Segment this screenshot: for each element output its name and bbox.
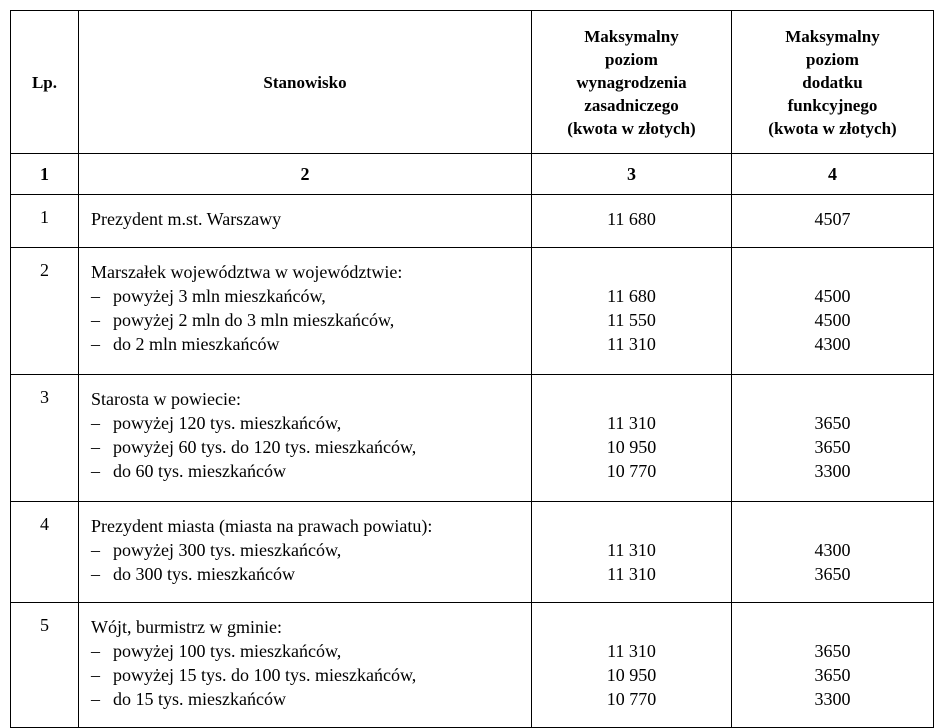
header-wynagrodzenie-line: poziom: [605, 49, 658, 69]
allowance-value: 4500: [814, 310, 851, 330]
table-row: [11, 603, 934, 728]
header-dodatek-line: poziom: [806, 49, 859, 69]
row-salary: [532, 603, 732, 728]
row-lp: 1: [11, 195, 79, 248]
row-allowance: [732, 603, 934, 728]
salary-value: 11 680: [607, 286, 656, 306]
allowance-value: 3300: [814, 689, 851, 709]
salary-value: 11 310: [607, 641, 656, 661]
table-row: [11, 195, 934, 248]
position-subitem: – powyżej 3 mln mieszkańców,: [91, 284, 531, 308]
row-lp: 4: [11, 502, 79, 603]
row-salary: [532, 502, 732, 603]
row-lp: 3: [11, 375, 79, 502]
salary-value: 10 950: [606, 665, 657, 685]
table-row: [11, 375, 934, 502]
position-title: Prezydent m.st. Warszawy: [91, 209, 282, 229]
allowance-value: 4300: [814, 540, 851, 560]
position-subitem: – powyżej 2 mln do 3 mln mieszkańców,: [91, 308, 531, 332]
row-allowance: [732, 248, 934, 375]
allowance-value: 3650: [814, 437, 851, 457]
position-title: Marszałek województwa w województwie:: [91, 262, 403, 282]
header-stanowisko: Stanowisko: [79, 11, 532, 154]
allowance-spacer: [732, 615, 933, 639]
row-lp: 5: [11, 603, 79, 728]
row-position: [79, 195, 532, 248]
row-allowance: [732, 502, 934, 603]
row-position: [79, 248, 532, 375]
row-salary: [532, 375, 732, 502]
header-lp: Lp.: [11, 11, 79, 154]
allowance-value: 3650: [814, 413, 851, 433]
table-row: [11, 248, 934, 375]
header-dodatek-line: Maksymalny: [785, 26, 880, 46]
row-salary: [532, 248, 732, 375]
position-title: Prezydent miasta (miasta na prawach powiatu):: [91, 516, 433, 536]
column-number: 3: [532, 154, 732, 195]
salary-spacer: [532, 387, 731, 411]
row-position: [79, 375, 532, 502]
header-wynagrodzenie-line: (kwota w złotych): [567, 118, 696, 138]
position-subitem: – do 15 tys. mieszkańców: [91, 687, 531, 711]
header-wynagrodzenie-line: zasadniczego: [584, 95, 679, 115]
column-number: 4: [732, 154, 934, 195]
salary-value: 11 680: [607, 209, 656, 229]
allowance-value: 4300: [814, 334, 851, 354]
salary-spacer: [532, 260, 731, 284]
row-salary: [532, 195, 732, 248]
document-page: [10, 10, 933, 728]
salary-value: 10 770: [606, 461, 657, 481]
salary-value: 11 550: [607, 310, 656, 330]
allowance-value: 3650: [814, 665, 851, 685]
allowance-spacer: [732, 260, 933, 284]
header-dodatek-line: dodatku: [802, 72, 863, 92]
allowance-value: 4500: [814, 286, 851, 306]
header-wynagrodzenie-line: Maksymalny: [584, 26, 679, 46]
position-subitem: – do 2 mln mieszkańców: [91, 332, 531, 356]
position-subitem: – powyżej 100 tys. mieszkańców,: [91, 639, 531, 663]
salary-spacer: [532, 615, 731, 639]
allowance-value: 3650: [814, 564, 851, 584]
position-subitem: – powyżej 300 tys. mieszkańców,: [91, 538, 531, 562]
position-subitem: – powyżej 60 tys. do 120 tys. mieszkańców,: [91, 435, 531, 459]
header-dodatek-line: funkcyjnego: [787, 95, 878, 115]
salary-value: 10 950: [606, 437, 657, 457]
header-wynagrodzenie-line: wynagrodzenia: [576, 72, 687, 92]
column-number: 2: [79, 154, 532, 195]
header-wynagrodzenie: [532, 11, 732, 154]
salary-value: 11 310: [607, 413, 656, 433]
allowance-value: 3650: [814, 641, 851, 661]
row-position: [79, 603, 532, 728]
salary-spacer: [532, 514, 731, 538]
position-subitem: – powyżej 15 tys. do 100 tys. mieszkańców,: [91, 663, 531, 687]
salary-value: 11 310: [607, 564, 656, 584]
header-dodatek-line: (kwota w złotych): [768, 118, 897, 138]
salary-table: [10, 10, 934, 728]
table-row: [11, 502, 934, 603]
row-allowance: [732, 375, 934, 502]
header-row: [11, 11, 934, 154]
position-subitem: – do 300 tys. mieszkańców: [91, 562, 531, 586]
row-position: [79, 502, 532, 603]
row-lp: 2: [11, 248, 79, 375]
salary-value: 11 310: [607, 334, 656, 354]
header-dodatek: [732, 11, 934, 154]
salary-value: 10 770: [606, 689, 657, 709]
position-title: Wójt, burmistrz w gminie:: [91, 617, 282, 637]
salary-value: 11 310: [607, 540, 656, 560]
allowance-spacer: [732, 514, 933, 538]
allowance-value: 4507: [814, 209, 851, 229]
allowance-spacer: [732, 387, 933, 411]
position-title: Starosta w powiecie:: [91, 389, 241, 409]
column-number-row: [11, 154, 934, 195]
position-subitem: – do 60 tys. mieszkańców: [91, 459, 531, 483]
column-number: 1: [11, 154, 79, 195]
position-subitem: – powyżej 120 tys. mieszkańców,: [91, 411, 531, 435]
row-allowance: [732, 195, 934, 248]
allowance-value: 3300: [814, 461, 851, 481]
